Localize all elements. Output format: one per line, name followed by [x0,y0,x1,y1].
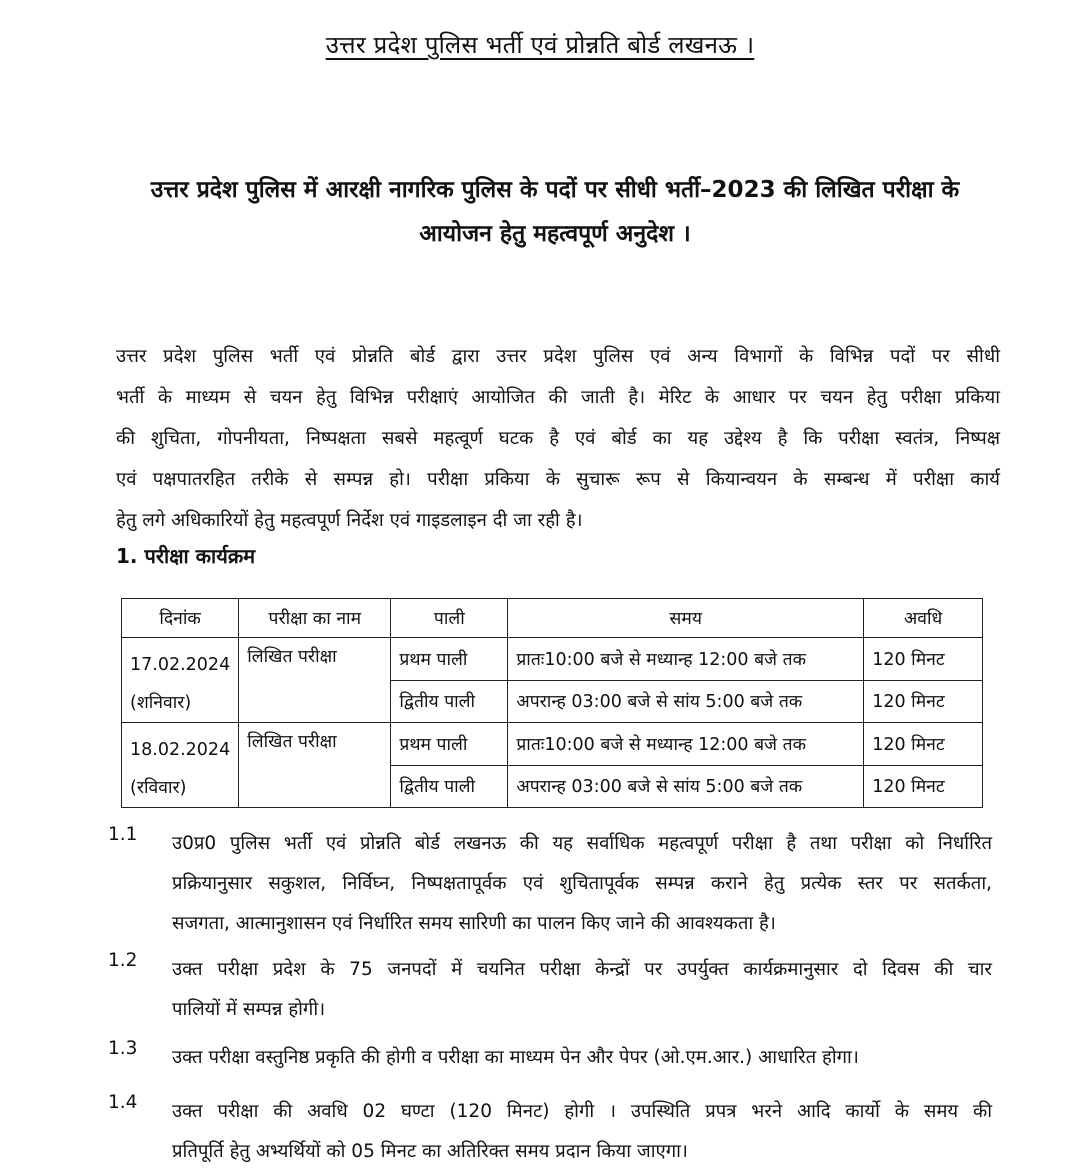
shift-cell: प्रथम पाली [391,638,508,681]
table-row [122,638,983,681]
duration-cell: 120 मिनट [864,723,983,766]
exam-schedule-table [121,598,983,808]
notice-title-line: उत्तर प्रदेश पुलिस में आरक्षी नागरिक पुलिस के पदों पर सीधी भर्ती–2023 की लिखित परीक्षा के [150,177,960,203]
item-line: उक्त परीक्षा प्रदेश के 75 जनपदों में चयनित परीक्षा केन्द्रों पर उपर्युक्त कार्यक्रमानुसार दो दिवस की चार [172,959,992,980]
item-line: सजगता, आत्मानुशासन एवं निर्धारित समय सारिणी का पालन किए जाने की आवश्यकता है। [172,913,776,934]
intro-line: हेतु लगे अधिकारियों हेतु महत्वपूर्ण निर्देश एवं गाइडलाइन दी जा रही है। [116,510,583,531]
intro-line: एवं पक्षपातरहित तरीके से सम्पन्न हो। परीक्षा प्रकिया के सुचारू रूप से कियान्वयन के सम्बन्ध में परीक्षा कार्य [116,469,1000,490]
intro-line: भर्ती के माध्यम से चयन हेतु विभिन्न परीक्षाएं आयोजित की जाती है। मेरिट के आधार पर चयन हेतु परीक्षा प्रकिया [116,387,1000,408]
exam-name-cell: लिखित परीक्षा [239,723,391,808]
table-header-row [122,599,983,638]
item-line: प्रतिपूर्ति हेतु अभ्यर्थियों को 05 मिनट का अतिरिक्त समय प्रदान किया जाएगा। [172,1141,688,1162]
item-line: पालियों में सम्पन्न होगी। [172,999,326,1020]
item-number: 1.4 [108,1092,138,1113]
item-line: उ0प्र0 पुलिस भर्ती एवं प्रोन्नति बोर्ड लखनऊ की यह सर्वाधिक महत्वपूर्ण परीक्षा है तथा परीक्षा को निर्धारित [172,833,992,854]
item-line: उक्त परीक्षा की अवधि 02 घण्टा (120 मिनट) होगी । उपस्थिति प्रपत्र भरने आदि कार्यो के समय की [172,1101,992,1122]
intro-line: उत्तर प्रदेश पुलिस भर्ती एवं प्रोन्नति बोर्ड द्वारा उत्तर प्रदेश पुलिस एवं अन्य विभागों के विभिन्न पदों पर सीधी [116,346,1000,367]
shift-cell: द्वितीय पाली [391,765,508,808]
header-exam-name: परीक्षा का नाम [239,599,391,638]
header-time: समय [508,599,864,638]
date-value: 18.02.2024 [130,740,231,760]
item-number: 1.3 [108,1038,138,1059]
weekday-value: (रविवार) [130,778,187,798]
time-cell: प्रातः10:00 बजे से मध्यान्ह 12:00 बजे तक [508,638,864,681]
intro-paragraph [116,336,1000,541]
item-number: 1.1 [108,824,138,845]
date-cell [122,638,239,723]
notice-title [110,168,1000,256]
notice-title-line: आयोजन हेतु महत्वपूर्ण अनुदेश । [419,221,691,247]
item-text [172,1038,992,1078]
item-text [172,1092,992,1172]
time-cell: प्रातः10:00 बजे से मध्यान्ह 12:00 बजे तक [508,723,864,766]
item-number: 1.2 [108,950,138,971]
item-text [172,950,992,1030]
exam-name-cell: लिखित परीक्षा [239,638,391,723]
section-heading-exam-program: 1. परीक्षा कार्यक्रम [116,544,256,568]
item-line: प्रक्रियानुसार सकुशल, निर्विघ्न, निष्पक्षतापूर्वक एवं शुचितापूर्वक सम्पन्न कराने हेतु प्रत्येक स्तर पर सतर्कता, [172,873,992,894]
item-text [172,824,992,944]
header-duration: अवधि [864,599,983,638]
date-value: 17.02.2024 [130,655,231,675]
duration-cell: 120 मिनट [864,638,983,681]
table-row [122,723,983,766]
header-date: दिनांक [122,599,239,638]
organization-title: उत्तर प्रदेश पुलिस भर्ती एवं प्रोन्नति बोर्ड लखनऊ । [325,31,755,59]
duration-cell: 120 मिनट [864,680,983,723]
weekday-value: (शनिवार) [130,693,192,713]
intro-line: की शुचिता, गोपनीयता, निष्पक्षता सबसे महत्वूर्ण घटक है एवं बोर्ड का यह उद्देश्य है कि परीक्षा स्वतंत्र, निष्पक्ष [116,428,1000,449]
header-shift: पाली [391,599,508,638]
time-cell: अपरान्ह 03:00 बजे से सांय 5:00 बजे तक [508,765,864,808]
shift-cell: प्रथम पाली [391,723,508,766]
shift-cell: द्वितीय पाली [391,680,508,723]
duration-cell: 120 मिनट [864,765,983,808]
time-cell: अपरान्ह 03:00 बजे से सांय 5:00 बजे तक [508,680,864,723]
date-cell [122,723,239,808]
item-line: उक्त परीक्षा वस्तुनिष्ठ प्रकृति की होगी व परीक्षा का माध्यम पेन और पेपर (ओ.एम.आर.) आधारित होगा। [172,1047,859,1068]
